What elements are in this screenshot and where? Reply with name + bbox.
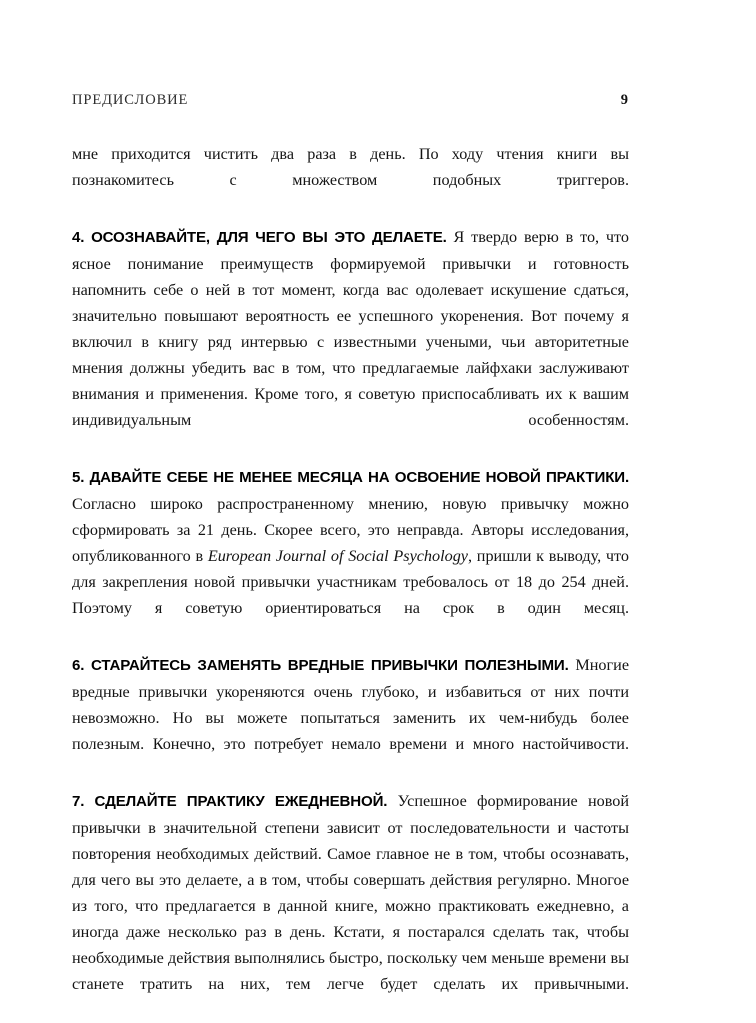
section-text-7: Успешное формирование новой привычки в значительной степени зависит от последовательности и частоты повторения необходимых действий. Самое главное не в том, чтобы осознавать, для чего вы это делаете, а в том, чтобы совершать действия регулярно. Многое из того, что предлагается в данной книге, можно практиковать ежедневно, а иногда даже несколько раз в день. Кстати, я постарался сделать так, чтобы необходимые действия выполнялись быстро, поскольку чем меньше времени вы станете тратить на них, тем легче будет сделать их привычными. (72, 792, 629, 993)
running-head-title: ПРЕДИСЛОВИЕ (72, 92, 189, 108)
paragraph-item-7 (72, 788, 629, 1023)
section-heading-4: 4. ОСОЗНАВАЙТЕ, ДЛЯ ЧЕГО ВЫ ЭТО ДЕЛАЕТЕ. (72, 229, 447, 246)
page-number: 9 (620, 92, 628, 108)
section-heading-5: 5. ДАВАЙТЕ СЕБЕ НЕ МЕНЕЕ МЕСЯЦА НА ОСВОЕНИЕ НОВОЙ ПРАКТИКИ. (72, 469, 629, 486)
section-text-5-after-title: , пришли к выводу, что для закрепления новой привычки участникам требовалось от 18 до 254 дней. Поэтому я советую ориентироваться на срок в один месяц. (72, 547, 629, 617)
section-text-4: Я твердо верю в то, что ясное понимание преимуществ формируемой привычки и готовность напомнить себе о ней в тот момент, когда вас одолевает искушение сдаться, значительно повышают вероятность ее успешного укоренения. Вот почему я включил в книгу ряд интервью с известными учеными, чьи авторитетные мнения должны убедить вас в том, что предлагаемые лайфхаки заслуживают внимания и применения. Кроме того, я советую приспосабливать их к вашим индивидуальным особенностям. (72, 228, 629, 429)
running-head (72, 92, 628, 114)
paragraph-text: мне приходится чистить два раза в день. По ходу чтения книги вы познакомитесь с множеством подобных триггеров. (72, 145, 629, 189)
section-heading-6: 6. СТАРАЙТЕСЬ ЗАМЕНЯТЬ ВРЕДНЫЕ ПРИВЫЧКИ ПОЛЕЗНЫМИ. (72, 657, 569, 674)
section-heading-7: 7. СДЕЛАЙТЕ ПРАКТИКУ ЕЖЕДНЕВНОЙ. (72, 793, 388, 810)
paragraph-item-6 (72, 652, 629, 783)
section-text-5-before-title: Согласно широко распространенному мнению, новую привычку можно сформировать за 21 день. Скорее всего, это неправда. Авторы исследования, опубликованного в (72, 495, 629, 565)
paragraph-continuation (72, 141, 629, 219)
paragraph-item-4 (72, 224, 629, 459)
section-text-6: Многие вредные привычки укореняются очень глубоко, и избавиться от них почти невозможно. Но вы можете попытаться заменить их чем-нибудь более полезным. Конечно, это потребует немало времени и много настойчивости. (72, 656, 630, 753)
text-column (72, 141, 629, 1023)
journal-title: European Journal of Social Psychology (207, 547, 468, 565)
paragraph-item-5 (72, 464, 629, 647)
